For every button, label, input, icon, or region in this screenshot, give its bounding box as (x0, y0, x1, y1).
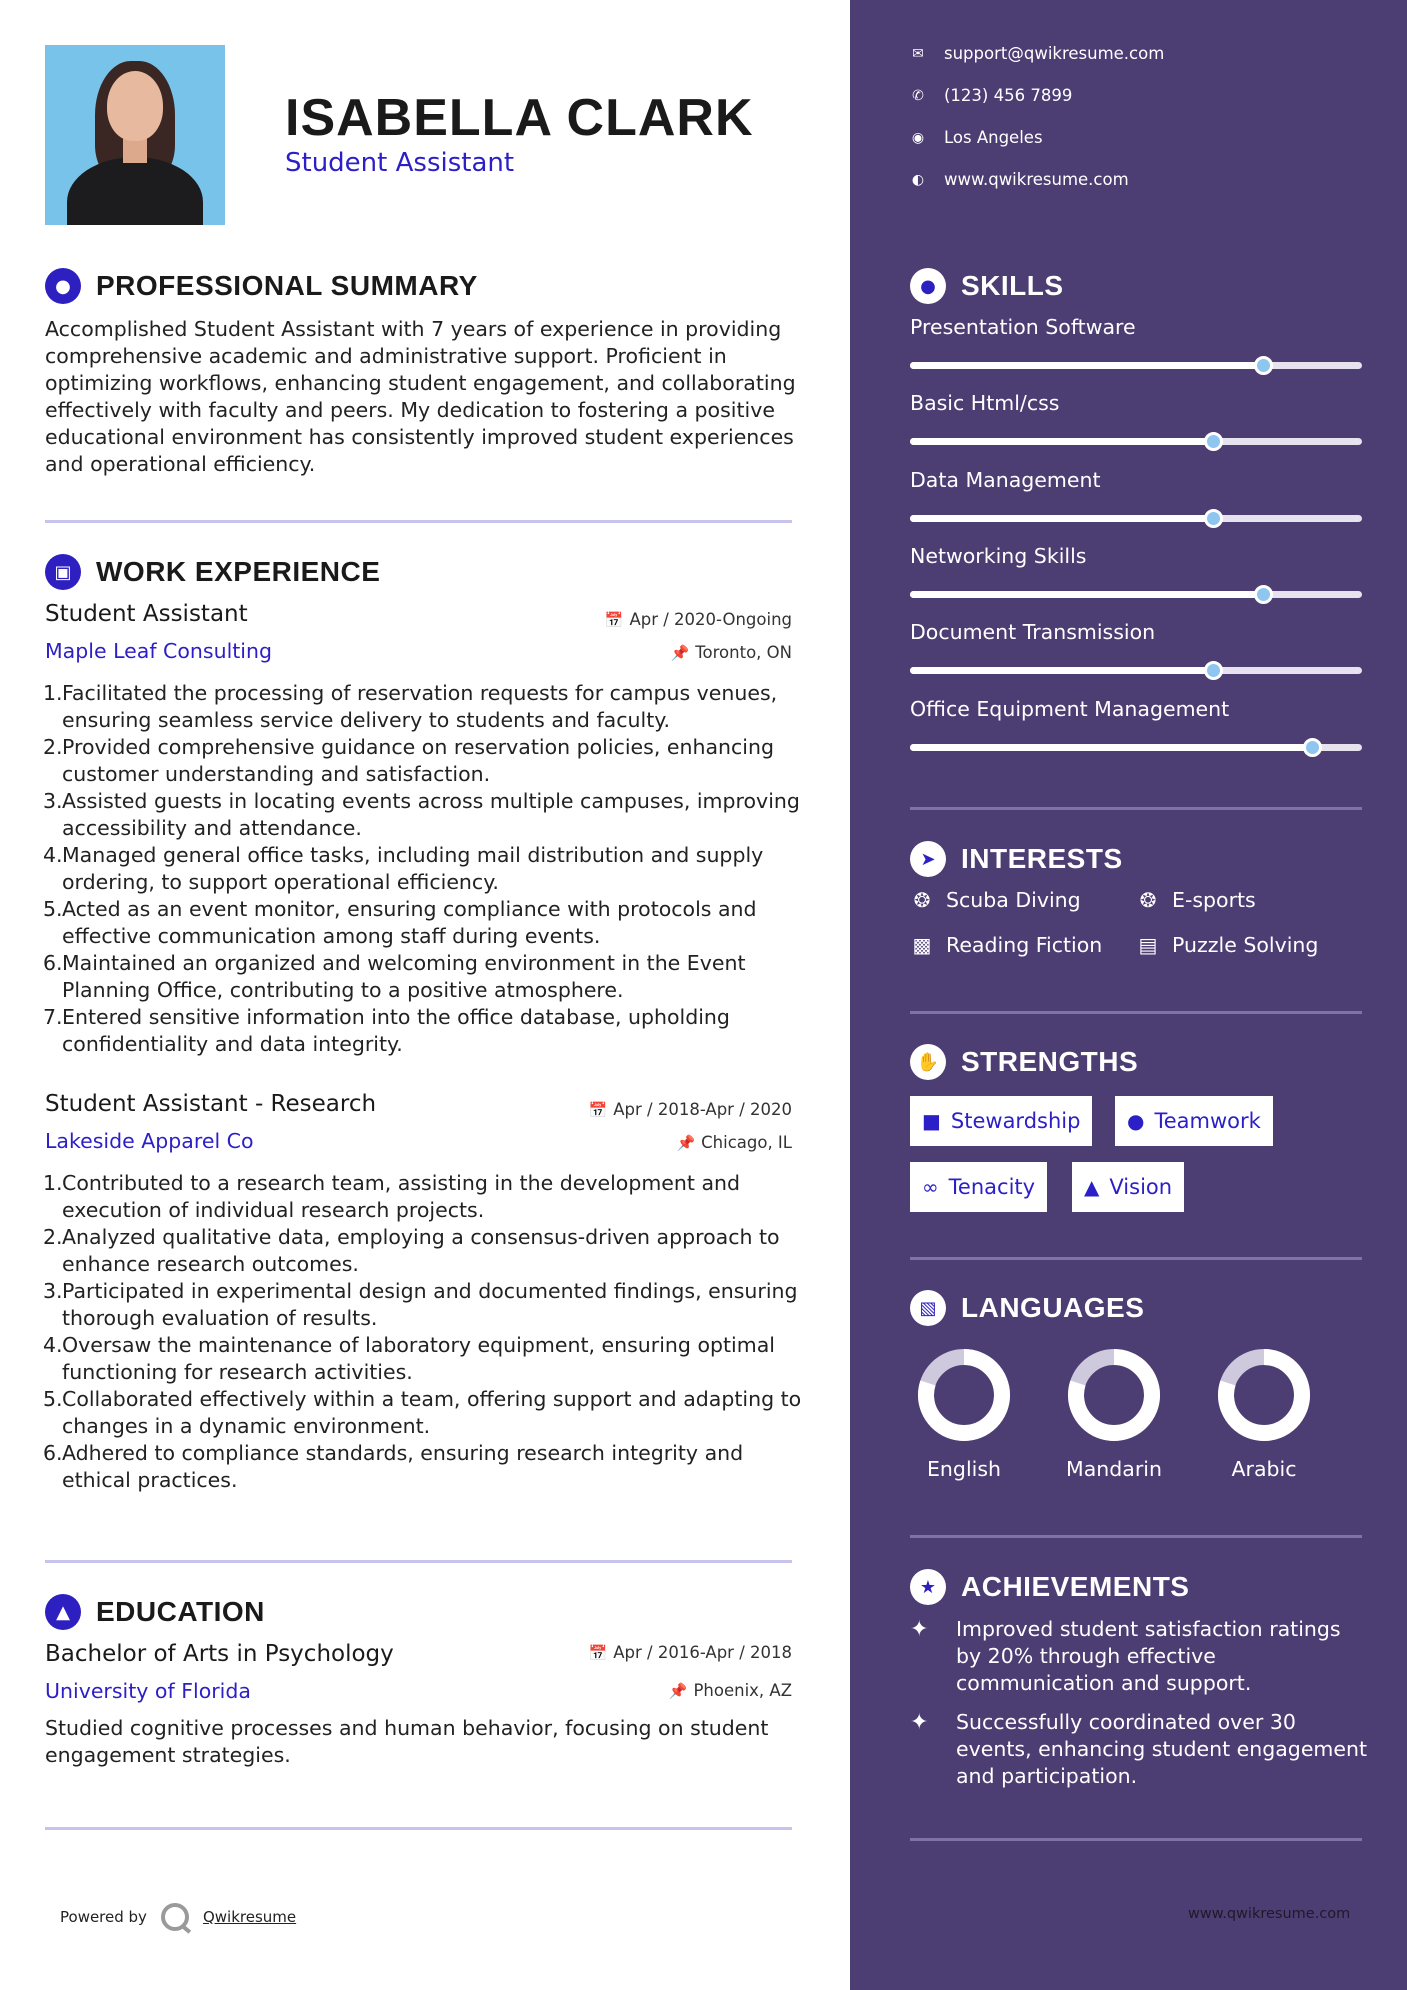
calendar-icon: 📅 (588, 1644, 608, 1662)
bullet-text: Contributed to a research team, assisting in the development and execution of individual research projects. (62, 1171, 741, 1222)
contact-email[interactable] (910, 44, 1164, 63)
job-bullet (43, 1440, 813, 1494)
job-dates-text: Apr / 2020-Ongoing (629, 610, 792, 629)
pin-icon: 📌 (670, 644, 690, 662)
candidate-role: Student Assistant (285, 148, 515, 178)
achievement-item (910, 1709, 1370, 1790)
profile-photo (45, 45, 225, 225)
degree-title: Bachelor of Arts in Psychology (45, 1641, 394, 1667)
bullet-number: 4. (43, 1333, 63, 1357)
contact-phone-text: (123) 456 7899 (944, 86, 1073, 105)
skill-bar-fill (910, 591, 1263, 598)
summary-header (45, 268, 478, 304)
job-company: Lakeside Apparel Co (45, 1129, 254, 1153)
job-dates (605, 610, 792, 629)
bullet-text: Oversaw the maintenance of laboratory equipment, ensuring optimal functioning for research activities. (62, 1333, 775, 1384)
skill-level-knob (1254, 585, 1273, 604)
bullet-number: 6. (43, 951, 63, 975)
bullet-text: Assisted guests in locating events across multiple campuses, improving accessibility and attendance. (62, 789, 800, 840)
calendar-icon: 📅 (604, 611, 624, 629)
education-dates (589, 1643, 792, 1662)
link-icon: ∞ (922, 1175, 939, 1199)
strength-label: Tenacity (948, 1175, 1036, 1199)
divider (45, 520, 792, 523)
bullet-text: Maintained an organized and welcoming environment in the Event Planning Office, contributing to a positive atmosphere. (62, 951, 746, 1002)
job-dates (589, 1100, 792, 1119)
job-company: Maple Leaf Consulting (45, 639, 273, 663)
user-icon: ● (45, 268, 81, 304)
job-bullet (43, 1386, 813, 1440)
contact-website-text: www.qwikresume.com (944, 170, 1129, 189)
briefcase-icon: ■ (922, 1109, 941, 1133)
job-location-text: Toronto, ON (695, 643, 792, 662)
language-level-ring (914, 1345, 1014, 1445)
work-title: WORK EXPERIENCE (96, 556, 381, 587)
education-description: Studied cognitive processes and human behavior, focusing on student engagement strategies. (45, 1716, 769, 1767)
interests-title: INTERESTS (961, 843, 1123, 874)
interest-label: Puzzle Solving (1172, 933, 1319, 957)
job-bullet (43, 1224, 813, 1278)
bullet-number: 4. (43, 843, 63, 867)
lightbulb-icon: ● (910, 268, 946, 304)
interest-label: Reading Fiction (946, 933, 1103, 957)
skill-level-knob (1254, 356, 1273, 375)
contact-phone[interactable] (910, 86, 1072, 105)
bullet-text: Managed general office tasks, including mail distribution and supply ordering, to support operational efficiency. (62, 843, 764, 894)
skill-label: Presentation Software (910, 315, 1136, 339)
skill-bar (910, 438, 1362, 445)
skills-header (910, 268, 1064, 304)
skill-level-knob (1303, 738, 1322, 757)
skills-title: SKILLS (961, 270, 1064, 301)
bullet-number: 7. (43, 1005, 63, 1029)
bullet-number: 5. (43, 1387, 63, 1411)
contact-location-text: Los Angeles (944, 128, 1043, 147)
job-location (676, 1133, 792, 1152)
skill-bar (910, 667, 1362, 674)
pin-icon: 📌 (676, 1134, 696, 1152)
stars-icon: ✦ (910, 1710, 929, 1735)
education-title: EDUCATION (96, 1596, 265, 1627)
divider (45, 1560, 792, 1563)
summary-title: PROFESSIONAL SUMMARY (96, 270, 478, 301)
skill-bar (910, 362, 1362, 369)
skill-bar-fill (910, 362, 1263, 369)
strength-chip (910, 1162, 1047, 1212)
language-label: Mandarin (1066, 1457, 1162, 1481)
job-bullet (43, 1004, 813, 1058)
stars-icon: ✦ (910, 1617, 929, 1642)
skill-label: Networking Skills (910, 544, 1087, 568)
job-bullet (43, 1170, 813, 1224)
interest-label: E-sports (1172, 888, 1256, 912)
binoculars-icon: ▲ (1084, 1175, 1100, 1199)
languages-header (910, 1290, 1144, 1326)
job-title: Student Assistant (45, 601, 248, 627)
graduate-icon: ▲ (45, 1594, 81, 1630)
job-bullet (43, 1332, 813, 1386)
pin-icon: 📌 (668, 1682, 688, 1700)
job-location (671, 643, 792, 662)
contact-email-text: support@qwikresume.com (944, 44, 1165, 63)
job-bullet (43, 788, 813, 842)
skill-bar-fill (910, 667, 1213, 674)
bullet-text: Participated in experimental design and documented findings, ensuring thorough evaluation of results. (62, 1279, 798, 1330)
bullet-number: 2. (43, 1225, 63, 1249)
bullet-text: Collaborated effectively within a team, offering support and adapting to changes in a dynamic environment. (62, 1387, 802, 1438)
bullet-number: 3. (43, 789, 63, 813)
users-icon: ● (1127, 1109, 1145, 1133)
briefcase-chair-icon: ▣ (45, 554, 81, 590)
skill-label: Data Management (910, 468, 1101, 492)
language-label: English (926, 1457, 1002, 1481)
sidebar (850, 0, 1407, 1990)
skill-bar-fill (910, 515, 1213, 522)
divider (45, 1827, 792, 1830)
interest-item (910, 888, 1081, 912)
candidate-name: ISABELLA CLARK (285, 89, 754, 147)
bullet-number: 1. (43, 1171, 63, 1195)
powered-by (60, 1903, 296, 1931)
divider (910, 1535, 1362, 1538)
book-icon: ▤ (1138, 933, 1158, 957)
languages-title: LANGUAGES (961, 1292, 1145, 1323)
skill-bar (910, 744, 1362, 751)
language-item (1204, 1345, 1324, 1481)
interest-label: Scuba Diving (946, 888, 1081, 912)
skill-label: Basic Html/css (910, 391, 1060, 415)
paper-plane-icon: ➤ (910, 841, 946, 877)
divider (910, 1011, 1362, 1014)
bullet-number: 5. (43, 897, 63, 921)
bullet-text: Facilitated the processing of reservation requests for campus venues, ensuring seamless service delivery to students and faculty. (62, 681, 778, 732)
skill-label: Document Transmission (910, 620, 1156, 644)
education-location-text: Phoenix, AZ (693, 1681, 792, 1700)
strengths-title: STRENGTHS (961, 1046, 1139, 1077)
divider (910, 1838, 1362, 1841)
education-header (45, 1594, 265, 1630)
qwikresume-logo-icon (161, 1903, 189, 1931)
skill-level-knob (1204, 432, 1223, 451)
strength-chip (1115, 1096, 1273, 1146)
job-title: Student Assistant - Research (45, 1091, 377, 1117)
bullet-text: Provided comprehensive guidance on reservation policies, enhancing customer understanding and satisfaction. (62, 735, 774, 786)
skill-bar (910, 515, 1362, 522)
job-bullet (43, 734, 813, 788)
skill-bar-fill (910, 744, 1312, 751)
map-marker-icon: ◉ (911, 129, 925, 146)
job-bullet (43, 1278, 813, 1332)
divider (910, 1257, 1362, 1260)
calendar-icon: 📅 (588, 1101, 608, 1119)
divider (910, 807, 1362, 810)
strength-label: Teamwork (1154, 1109, 1261, 1133)
bullet-text: Entered sensitive information into the office database, upholding confidentiality and data integrity. (62, 1005, 730, 1056)
phone-icon: ✆ (912, 87, 924, 104)
work-header (45, 554, 380, 590)
education-dates-text: Apr / 2016-Apr / 2018 (613, 1643, 792, 1662)
interest-item (1136, 888, 1256, 912)
strength-label: Vision (1109, 1175, 1173, 1199)
interest-item (910, 933, 1102, 957)
language-level-ring (1214, 1345, 1314, 1445)
job-bullet (43, 680, 813, 734)
qwikresume-link[interactable]: Qwikresume (202, 1908, 297, 1926)
strengths-header (910, 1044, 1138, 1080)
language-item (904, 1345, 1024, 1481)
powered-by-label: Powered by (60, 1908, 147, 1926)
job-bullet (43, 896, 813, 950)
star-badge-icon: ★ (910, 1569, 946, 1605)
strength-label: Stewardship (950, 1109, 1081, 1133)
language-icon: ▧ (910, 1290, 946, 1326)
life-ring-icon: ❂ (913, 888, 931, 912)
strength-chip (1072, 1162, 1184, 1212)
footer-website[interactable]: www.qwikresume.com (1188, 1906, 1351, 1922)
strength-chip (910, 1096, 1092, 1146)
language-level-ring (1064, 1345, 1164, 1445)
skill-label: Office Equipment Management (910, 697, 1230, 721)
skill-level-knob (1204, 661, 1223, 680)
skill-level-knob (1204, 509, 1223, 528)
achievement-text: Successfully coordinated over 30 events, enhancing student engagement and participation. (956, 1710, 1368, 1788)
skill-bar (910, 591, 1362, 598)
gamepad-icon: ▩ (912, 933, 932, 957)
job-bullets (43, 680, 813, 1058)
interests-header (910, 841, 1123, 877)
bullet-text: Acted as an event monitor, ensuring compliance with protocols and effective communication among staff during events. (62, 897, 757, 948)
education-location (669, 1681, 792, 1700)
bullet-number: 3. (43, 1279, 63, 1303)
achievements-title: ACHIEVEMENTS (961, 1571, 1190, 1602)
bullet-text: Adhered to compliance standards, ensuring research integrity and ethical practices. (62, 1441, 744, 1492)
interest-item (1136, 933, 1318, 957)
globe-icon: ◐ (911, 171, 925, 188)
job-bullet (43, 842, 813, 896)
contact-location (910, 128, 1043, 147)
life-ring-icon: ❂ (1139, 888, 1157, 912)
school-name: University of Florida (45, 1679, 251, 1703)
bullet-number: 2. (43, 735, 63, 759)
envelope-icon: ✉ (912, 45, 924, 62)
bullet-number: 1. (43, 681, 63, 705)
achievement-item (910, 1616, 1370, 1697)
job-bullet (43, 950, 813, 1004)
language-item (1054, 1345, 1174, 1481)
contact-website[interactable] (910, 170, 1129, 189)
achievements-header (910, 1569, 1189, 1605)
fist-icon: ✋ (910, 1044, 946, 1080)
summary-text: Accomplished Student Assistant with 7 years of experience in providing comprehensive academic and administrative support. Proficient in optimizing workflows, enhancing student engagement, and collaborating effectively with faculty and peers. My dedication to fostering a positive educational environment has consistently improved student experiences and operational efficiency. (45, 317, 796, 476)
bullet-number: 6. (43, 1441, 63, 1465)
job-dates-text: Apr / 2018-Apr / 2020 (613, 1100, 792, 1119)
skill-bar-fill (910, 438, 1213, 445)
achievement-text: Improved student satisfaction ratings by 20% through effective communication and support. (956, 1617, 1341, 1695)
bullet-text: Analyzed qualitative data, employing a consensus-driven approach to enhance research outcomes. (62, 1225, 780, 1276)
job-bullets (43, 1170, 813, 1494)
language-label: Arabic (1231, 1457, 1297, 1481)
job-location-text: Chicago, IL (701, 1133, 792, 1152)
